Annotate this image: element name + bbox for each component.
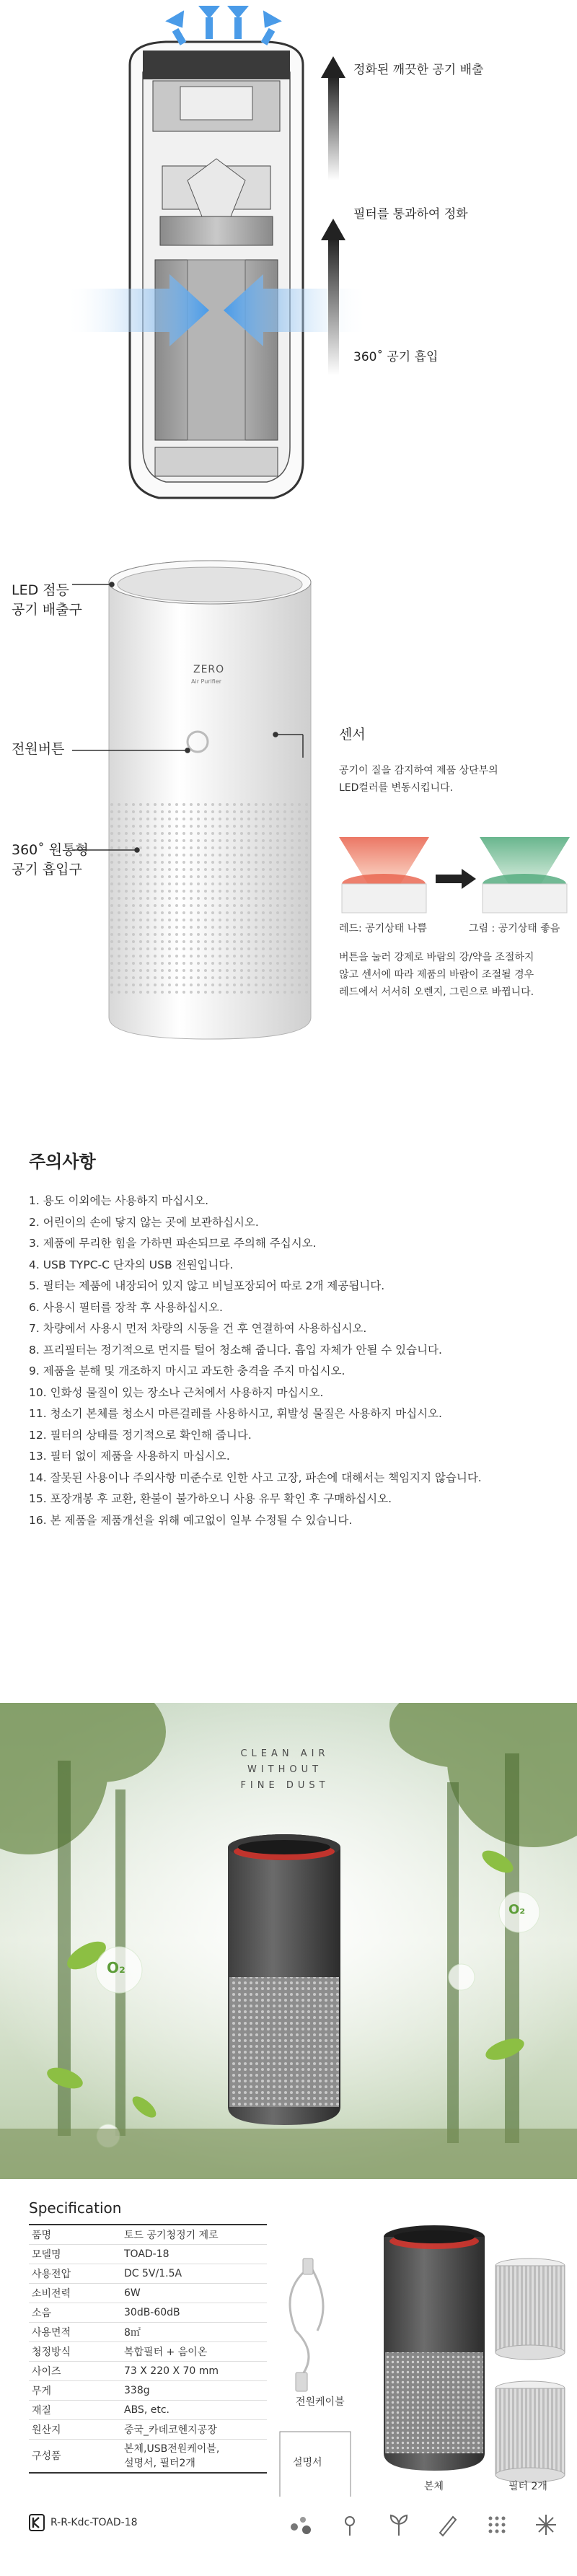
- power-button-label: 전원버튼: [12, 741, 65, 757]
- sensor-detail-line2: 않고 센서에 따라 제품의 바람이 조절될 경우: [339, 969, 534, 981]
- airflow-label-intake: 360˚ 공기 흡입: [353, 350, 439, 364]
- airflow-label-clean-output: 정화된 깨끗한 공기 배출: [353, 63, 484, 77]
- cautions-title: 주의사항: [29, 1152, 96, 1172]
- intake-label-line2: 공기 흡입구: [12, 862, 82, 877]
- caution-item: 11. 청소기 본체를 청소시 마른걸레를 사용하시고, 휘발성 물질은 사용하지 마십시오.: [29, 1407, 442, 1420]
- specification-section: [0, 2179, 577, 2576]
- caution-item: 12. 필터의 상태를 정기적으로 확인해 줍니다.: [29, 1428, 252, 1442]
- pen-icon: [436, 2513, 460, 2537]
- spec-key: 소비전력: [29, 2284, 121, 2303]
- sensor-description: [339, 762, 498, 797]
- clean-air-tagline: [202, 1746, 368, 1794]
- caution-item: 4. USB TYPC-C 단자의 USB 전원입니다.: [29, 1258, 234, 1271]
- spec-table: [29, 2224, 267, 2474]
- sparkle-icon: [534, 2513, 558, 2537]
- spec-row: [29, 2264, 267, 2284]
- sensor-detail-line1: 버튼을 눌러 강제로 바람의 강/약을 조절하지: [339, 952, 534, 963]
- spec-key: 재질: [29, 2401, 121, 2420]
- spec-row: [29, 2420, 267, 2440]
- device-brand-logo: ZERO: [193, 664, 225, 675]
- spec-key: 사용면적: [29, 2323, 121, 2342]
- spec-key: 모델명: [29, 2245, 121, 2264]
- spec-key: 사용전압: [29, 2264, 121, 2284]
- spec-value: 토드 공기청정기 제로: [121, 2225, 267, 2245]
- spec-value: 73 X 220 X 70 mm: [121, 2362, 267, 2381]
- grid-dots-icon: [485, 2513, 509, 2537]
- kc-cert: [29, 2514, 138, 2531]
- o2-bubble-left: O₂: [107, 1959, 125, 1976]
- spec-value: DC 5V/1.5A: [121, 2264, 267, 2284]
- caution-item: 13. 필터 없이 제품을 사용하지 마십시오.: [29, 1450, 230, 1463]
- dust-dots-icon: [288, 2513, 313, 2537]
- leaf-sprout-icon: [387, 2513, 411, 2537]
- spec-key: 원산지: [29, 2420, 121, 2440]
- sensor-title: 센서: [339, 727, 366, 742]
- airflow-diagram-section: [0, 0, 577, 520]
- sensor-detail: [339, 949, 534, 1001]
- spec-row: [29, 2245, 267, 2264]
- sensor-detail-line3: 레드에서 서서히 오렌지, 그린으로 바뀝니다.: [339, 986, 534, 998]
- caution-item: 16. 본 제품을 제품개선을 위해 예고없이 일부 수정될 수 있습니다.: [29, 1513, 353, 1527]
- kc-cert-number: R-R-Kdc-TOAD-18: [50, 2517, 138, 2528]
- spec-row: [29, 2303, 267, 2323]
- caution-item: 9. 제품을 분해 및 개조하지 마시고 과도한 충격을 주지 마십시오.: [29, 1364, 345, 1377]
- spec-value: 6W: [121, 2284, 267, 2303]
- sensor-green-caption: 그림 : 공기상태 좋음: [469, 923, 560, 934]
- led-outlet-label: [12, 581, 82, 620]
- spec-row: [29, 2284, 267, 2303]
- device-illustration: [0, 520, 577, 1111]
- sensor-desc-line2: LED컬러를 변동시킵니다.: [339, 782, 454, 794]
- tagline-line3: FINE DUST: [240, 1780, 330, 1791]
- flower-icon: [338, 2513, 362, 2537]
- feature-icons-row: [288, 2513, 558, 2537]
- accessory-body-label: 본체: [424, 2481, 444, 2492]
- spec-value: ABS, etc.: [121, 2401, 267, 2420]
- intake-label: [12, 841, 89, 880]
- led-outlet-label-line2: 공기 배출구: [12, 602, 82, 618]
- spec-value: 복합필터 + 음이온: [121, 2342, 267, 2362]
- caution-item: 2. 어린이의 손에 닿지 않는 곳에 보관하십시오.: [29, 1215, 259, 1229]
- caution-item: 15. 포장개봉 후 교환, 환불이 불가하오니 사용 유무 확인 후 구매하십시오.: [29, 1492, 392, 1505]
- spec-row: [29, 2323, 267, 2342]
- spec-value: 338g: [121, 2381, 267, 2401]
- device-brand-subtitle: Air Purifier: [191, 678, 222, 685]
- cautions-list: [29, 1191, 563, 1531]
- spec-key: 청정방식: [29, 2342, 121, 2362]
- device-parts-section: [0, 520, 577, 1111]
- spec-title: Specification: [29, 2199, 122, 2217]
- spec-key: 구성품: [29, 2440, 121, 2473]
- caution-item: 5. 필터는 제품에 내장되어 있지 않고 비닐포장되어 따로 2개 제공됩니다.: [29, 1279, 385, 1292]
- tagline-line2: WITHOUT: [247, 1764, 323, 1775]
- spec-row: [29, 2362, 267, 2381]
- product-photo-section: [0, 1703, 577, 2179]
- accessory-cable-label: 전원케이블: [296, 2396, 345, 2408]
- spec-key: 품명: [29, 2225, 121, 2245]
- spec-row: [29, 2225, 267, 2245]
- caution-item: 14. 잘못된 사용이나 주의사항 미준수로 인한 사고 고장, 파손에 대해서는 책임지지 않습니다.: [29, 1471, 482, 1484]
- accessories-illustration: [274, 2208, 577, 2497]
- caution-item: 3. 제품에 무리한 힘을 가하면 파손되므로 주의해 주십시오.: [29, 1237, 317, 1250]
- accessory-manual-label: 설명서: [293, 2457, 322, 2468]
- sensor-desc-line1: 공기이 질을 감지하여 제품 상단부의: [339, 765, 498, 776]
- kc-mark-icon: [29, 2514, 45, 2531]
- caution-item: 8. 프리필터는 정기적으로 먼지를 털어 청소해 줍니다. 흡입 자체가 안될 수 있습니다.: [29, 1343, 442, 1357]
- spec-value: 8㎡: [121, 2323, 267, 2342]
- caution-item: 1. 용도 이외에는 사용하지 마십시오.: [29, 1194, 209, 1207]
- airflow-cutaway-illustration: [0, 0, 577, 520]
- spec-row: [29, 2401, 267, 2420]
- spec-row: [29, 2342, 267, 2362]
- cautions-section: [0, 1111, 577, 1703]
- spec-row: [29, 2381, 267, 2401]
- spec-key: 사이즈: [29, 2362, 121, 2381]
- tagline-line1: CLEAN AIR: [240, 1748, 330, 1759]
- spec-row: [29, 2440, 267, 2473]
- spec-value: 30dB-60dB: [121, 2303, 267, 2323]
- spec-value: TOAD-18: [121, 2245, 267, 2264]
- spec-value: 본체,USB전원케이블, 설명서, 필터2개: [121, 2440, 267, 2473]
- o2-bubble-right: O₂: [508, 1902, 526, 1917]
- spec-key: 무게: [29, 2381, 121, 2401]
- spec-value: 중국_카데코헨지공장: [121, 2420, 267, 2440]
- caution-item: 10. 인화성 물질이 있는 장소나 근처에서 사용하지 마십시오.: [29, 1385, 324, 1399]
- accessory-filters-label: 필터 2개: [508, 2481, 547, 2492]
- led-outlet-label-line1: LED 점등: [12, 582, 69, 598]
- caution-item: 6. 사용시 필터를 장착 후 사용하십시오.: [29, 1300, 223, 1314]
- caution-item: 7. 차량에서 사용시 먼저 차량의 시동을 건 후 연결하여 사용하십시오.: [29, 1322, 367, 1335]
- spec-key: 소음: [29, 2303, 121, 2323]
- sensor-red-caption: 레드: 공기상태 나쁨: [339, 923, 427, 934]
- airflow-label-filtering: 필터를 통과하여 정화: [353, 207, 468, 222]
- intake-label-line1: 360˚ 원통형: [12, 842, 89, 858]
